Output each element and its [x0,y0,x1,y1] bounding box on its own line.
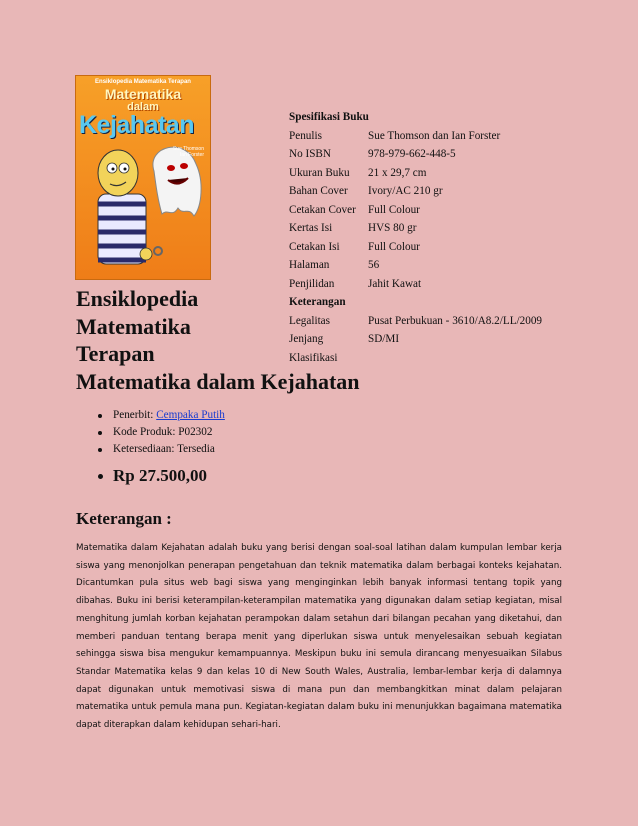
spec-row [289,201,542,220]
description-heading: Keterangan : [76,509,172,528]
specs-keterangan-heading: Keterangan [289,296,346,308]
spec-key: Klasifikasi [289,351,338,364]
spec-key: Cetakan Cover [289,203,356,216]
spec-value: HVS 80 gr [368,222,417,234]
spec-key: Ukuran Buku [289,166,350,179]
list-item-publisher [76,407,225,424]
page-title [76,285,360,395]
spec-row [289,182,542,201]
title-line3: Terapan [76,341,155,366]
spec-key: Penulis [289,129,322,142]
cover-authors: Sue Thomson Ian Forster [172,146,204,158]
list-item-product-code: Kode Produk: P02302 [76,424,225,441]
spec-key: Legalitas [289,314,331,327]
cover-title-line1: Matematika [104,86,182,102]
price: Rp 27.500,00 [76,466,207,486]
spec-row [289,164,542,183]
spec-row [289,127,542,146]
product-info-list [76,407,225,458]
spec-value: Pusat Perbukuan - 3610/A8.2/LL/2009 [368,314,543,327]
spec-value: 56 [368,259,380,271]
spec-row [289,256,542,275]
spec-value: Jahit Kawat [368,277,422,290]
spec-key: No ISBN [289,148,331,160]
specs-heading: Spesifikasi Buku [289,111,369,123]
cover-title-line3: Kejahatan [79,111,194,139]
cover-title-line2: dalam [127,101,159,113]
title-line4: Matematika dalam Kejahatan [76,368,360,394]
spec-value: 978-979-662-448-5 [368,148,456,160]
spec-key: Halaman [289,259,330,271]
book-cover-image [76,76,210,279]
title-line2: Matematika [76,313,191,339]
publisher-label: Penerbit: [113,409,157,421]
publisher-link[interactable]: Cempaka Putih [156,409,225,421]
spec-value: Sue Thomson dan Ian Forster [368,129,501,142]
spec-key: Jenjang [289,333,324,345]
spec-row [289,238,542,257]
spec-value: Full Colour [368,203,420,216]
spec-key: Penjilidan [289,277,335,290]
spec-value: 21 x 29,7 cm [368,166,427,179]
spec-value: Full Colour [368,240,420,253]
title-line1: Ensiklopedia [76,286,199,311]
spec-key: Kertas Isi [289,222,333,234]
list-item-availability: Ketersediaan: Tersedia [76,441,225,458]
spec-value: SD/MI [368,333,400,345]
spec-row [289,219,542,238]
cover-series: Ensiklopedia Matematika Terapan [95,79,191,85]
spec-row [289,145,542,164]
spec-value: Ivory/AC 210 gr [368,185,443,197]
spec-key: Bahan Cover [289,185,348,197]
description-text: Matematika dalam Kejahatan adalah buku yang berisi dengan soal-soal latihan dalam kumpulan lembar kerja siswa yang menonjolkan penerapan pengetahuan dan teknik matematika dalam berbagai konteks kejahatan. Dicantumkan pula situs web bagi siswa yang menginginkan lebih banyak informasi tentang topik yang dibahas. Buku ini berisi keterampilan-keterampilan matematika yang digunakan dalam setiap kegiatan, misal menghitung jumlah korban kejahatan perampokan dalam setahun dari bilangan pecahan yang diketahui, dan memberi panduan tentang berapa menit yang diperlukan siswa untuk menyelesaikan sebuah kegiatan sehingga siswa bisa mengukur kemampuannya. Meskipun buku ini semula dirancang menyesuaikan Silabus Standar Matematika kelas 9 dan kelas 10 di New South Wales, Australia, lembar-lembar kerja di dalamnya dapat digunakan untuk memotivasi siswa di mana pun dan membangkitkan minat dalam pelajaran matematika untuk pemula mana pun. Kegiatan-kegiatan dalam buku ini menunjukkan bagaimana matematika dapat diterapkan dalam kehidupan sehari-hari. [76,543,562,731]
spec-key: Cetakan Isi [289,240,340,253]
